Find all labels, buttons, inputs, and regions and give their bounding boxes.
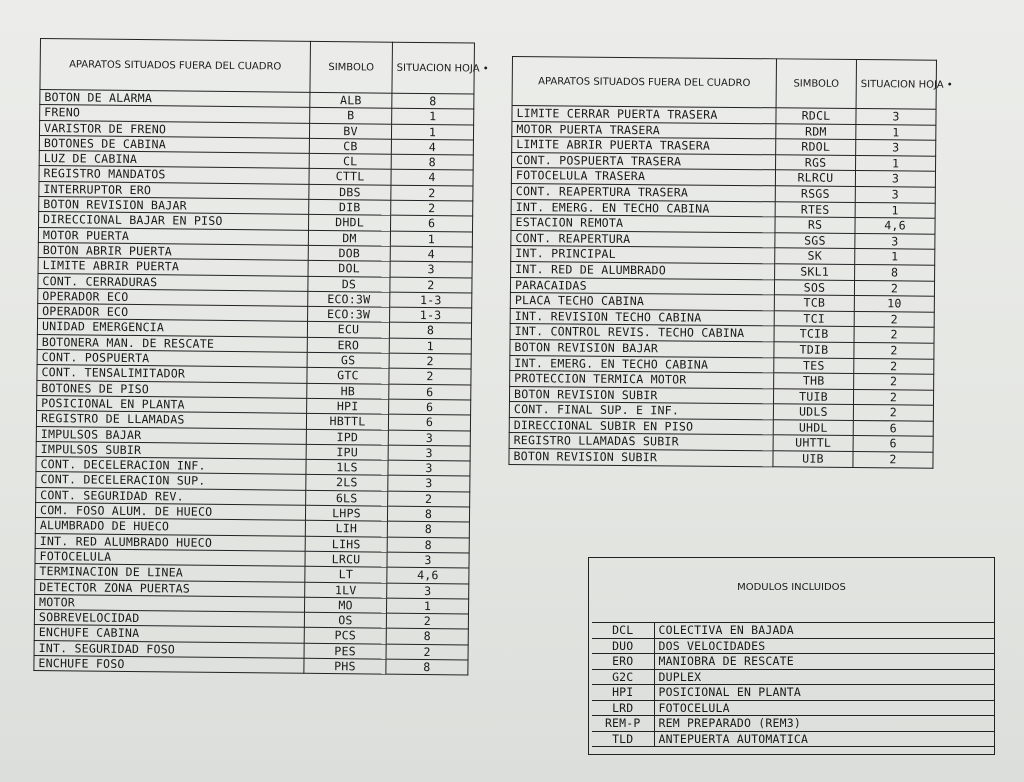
- device-name-cell: MOTOR PUERTA: [38, 227, 308, 245]
- device-name-cell: CONT. DECELERACION SUP.: [36, 472, 306, 490]
- device-name-cell: FOTOCELULA TRASERA: [511, 168, 775, 186]
- module-row: [592, 700, 994, 716]
- device-name-cell: BOTONERA MAN. DE RESCATE: [37, 334, 307, 352]
- sheet-cell: 1: [391, 124, 473, 140]
- module-desc-cell: REM PREPARADO (REM3): [654, 716, 994, 732]
- symbol-cell: ECU: [307, 322, 389, 338]
- table-body: [509, 106, 936, 468]
- symbol-cell: UIB: [773, 451, 853, 467]
- header-sheet: SITUACION HOJA •: [856, 60, 936, 110]
- symbol-cell: DM: [308, 230, 390, 246]
- symbol-cell: ECO:3W: [308, 291, 390, 307]
- device-name-cell: CONT. REAPERTURA TRASERA: [511, 183, 775, 201]
- device-name-cell: LIMITE CERRAR PUERTA TRASERA: [512, 106, 776, 124]
- table-header-row: [40, 39, 475, 95]
- sheet-cell: 4,6: [387, 567, 469, 583]
- device-name-cell: ESTACION REMOTA: [511, 215, 775, 233]
- sheet-cell: 2: [390, 277, 472, 293]
- sheet-cell: 8: [389, 323, 471, 339]
- sheet-cell: 6: [853, 436, 933, 452]
- sheet-cell: 6: [389, 384, 471, 400]
- device-name-cell: SOBREVELOCIDAD: [34, 610, 304, 628]
- module-code-cell: REM-P: [592, 716, 654, 732]
- sheet-cell: 8: [386, 659, 468, 675]
- sheet-cell: 8: [386, 629, 468, 645]
- device-name-cell: INT. CONTROL REVIS. TECHO CABINA: [510, 324, 774, 342]
- symbol-cell: RLRCU: [775, 170, 855, 186]
- sheet-cell: 1: [389, 338, 471, 354]
- symbol-cell: RSGS: [775, 186, 855, 202]
- device-name-cell: BOTON REVISION SUBIR: [509, 386, 773, 404]
- symbol-cell: LHPS: [305, 505, 387, 521]
- symbol-cell: TCIB: [774, 326, 854, 342]
- sheet-cell: 2: [853, 452, 933, 468]
- module-desc-cell: COLECTIVA EN BAJADA: [654, 623, 994, 639]
- sheet-cell: 2: [391, 185, 473, 201]
- device-name-cell: CONT. DECELERACION INF.: [36, 457, 306, 475]
- symbol-cell: RS: [775, 217, 855, 233]
- sheet-cell: 2: [854, 374, 934, 390]
- symbol-cell: UHTTL: [773, 435, 853, 451]
- symbol-cell: RGS: [776, 155, 856, 171]
- sheet-cell: 8: [392, 93, 474, 109]
- sheet-cell: 3: [388, 460, 470, 476]
- module-row: [592, 731, 994, 747]
- symbol-cell: IPD: [306, 429, 388, 445]
- header-sheet: SITUACION HOJA •: [392, 42, 475, 94]
- device-name-cell: CONT. TENSALIMITADOR: [37, 365, 307, 383]
- device-name-cell: MOTOR: [35, 594, 305, 612]
- sheet-cell: 3: [855, 171, 935, 187]
- device-name-cell: CONT. POSPUERTA TRASERA: [512, 152, 776, 170]
- device-name-cell: IMPULSOS SUBIR: [36, 441, 306, 459]
- sheet-cell: 8: [387, 537, 469, 553]
- device-name-cell: REGISTRO MANDATOS: [39, 166, 309, 184]
- header-symbol: SIMBOLO: [776, 59, 856, 109]
- device-name-cell: PLACA TECHO CABINA: [510, 293, 774, 311]
- sheet-cell: 8: [387, 521, 469, 537]
- sheet-cell: 2: [389, 353, 471, 369]
- sheet-cell: 4,6: [855, 218, 935, 234]
- sheet-cell: 2: [854, 327, 934, 343]
- device-name-cell: LIMITE ABRIR PUERTA: [38, 258, 308, 276]
- device-name-cell: INT. EMERG. EN TECHO CABINA: [511, 199, 775, 217]
- modules-title: MODULOS INCLUIDOS: [737, 582, 846, 593]
- sheet-cell: 1: [855, 249, 935, 265]
- modules-box: [588, 557, 995, 755]
- symbol-cell: TUIB: [773, 388, 853, 404]
- module-desc-cell: ANTEPUERTA AUTOMATICA: [654, 731, 994, 747]
- symbol-cell: PHS: [304, 658, 386, 674]
- sheet-cell: 2: [854, 358, 934, 374]
- sheet-cell: 3: [855, 186, 935, 202]
- sheet-cell: 2: [854, 342, 934, 358]
- device-name-cell: MOTOR PUERTA TRASERA: [512, 121, 776, 139]
- symbol-cell: SK: [775, 248, 855, 264]
- symbol-cell: HB: [307, 383, 389, 399]
- module-row: [592, 685, 994, 701]
- device-name-cell: FOTOCELULA: [35, 548, 305, 566]
- sheet-cell: 3: [387, 552, 469, 568]
- symbol-cell: IPU: [306, 444, 388, 460]
- device-name-cell: INT. RED ALUMBRADO HUECO: [35, 533, 305, 551]
- symbol-cell: RTES: [775, 201, 855, 217]
- device-name-cell: CONT. FINAL SUP. E INF.: [509, 402, 773, 420]
- module-row: [592, 638, 994, 654]
- devices-table-left: [33, 38, 489, 676]
- sheet-cell: 1: [386, 598, 468, 614]
- symbol-cell: DHDL: [309, 215, 391, 231]
- device-name-cell: FRENO: [40, 105, 310, 123]
- sheet-cell: 2: [386, 613, 468, 629]
- symbol-cell: SOS: [774, 279, 854, 295]
- symbol-cell: HBTTL: [306, 414, 388, 430]
- symbol-cell: PCS: [304, 628, 386, 644]
- sheet-cell: 3: [856, 109, 936, 125]
- symbol-cell: 1LS: [306, 459, 388, 475]
- module-desc-cell: MANIOBRA DE RESCATE: [654, 654, 994, 670]
- device-name-cell: ENCHUFE FOSO: [34, 655, 304, 673]
- symbol-cell: PES: [304, 643, 386, 659]
- symbol-cell: DS: [308, 276, 390, 292]
- sheet-cell: 3: [388, 445, 470, 461]
- module-desc-cell: DUPLEX: [654, 669, 994, 685]
- module-row: [592, 623, 994, 639]
- sheet-cell: 3: [388, 476, 470, 492]
- device-name-cell: OPERADOR ECO: [38, 288, 308, 306]
- device-name-cell: INT. EMERG. EN TECHO CABINA: [510, 355, 774, 373]
- sheet-cell: 8: [387, 506, 469, 522]
- symbol-cell: BV: [309, 123, 391, 139]
- device-name-cell: CONT. REAPERTURA: [511, 230, 775, 248]
- symbol-cell: LT: [305, 567, 387, 583]
- device-name-cell: PARACAIDAS: [510, 277, 774, 295]
- device-name-cell: ENCHUFE CABINA: [34, 625, 304, 643]
- module-code-cell: ERO: [592, 654, 654, 670]
- device-name-cell: BOTONES DE PISO: [37, 380, 307, 398]
- symbol-cell: DIB: [309, 199, 391, 215]
- table-header-row: [512, 57, 936, 110]
- module-desc-cell: FOTOCELULA: [654, 700, 994, 716]
- sheet-cell: 6: [853, 420, 933, 436]
- device-name-cell: OPERADOR ECO: [38, 304, 308, 322]
- symbol-cell: DBS: [309, 184, 391, 200]
- sheet-cell: 10: [854, 296, 934, 312]
- device-name-cell: DIRECCIONAL BAJAR EN PISO: [39, 212, 309, 230]
- module-desc-cell: POSICIONAL EN PLANTA: [654, 685, 994, 701]
- sheet-cell: 3: [390, 261, 472, 277]
- module-code-cell: LRD: [592, 700, 654, 716]
- device-name-cell: IMPULSOS BAJAR: [36, 426, 306, 444]
- symbol-cell: MO: [304, 597, 386, 613]
- device-name-cell: BOTON REVISION BAJAR: [39, 197, 309, 215]
- symbol-cell: ALB: [310, 92, 392, 108]
- symbol-cell: 1LV: [305, 582, 387, 598]
- module-code-cell: DCL: [592, 623, 654, 639]
- sheet-cell: 1: [392, 108, 474, 124]
- device-name-cell: PROTECCION TERMICA MOTOR: [510, 371, 774, 389]
- symbol-cell: TCI: [774, 311, 854, 327]
- header-symbol: SIMBOLO: [310, 41, 393, 93]
- device-name-cell: LUZ DE CABINA: [39, 151, 309, 169]
- device-name-cell: UNIDAD EMERGENCIA: [37, 319, 307, 337]
- module-row: [592, 669, 994, 685]
- table-body: [34, 90, 474, 676]
- device-name-cell: CONT. CERRADURAS: [38, 273, 308, 291]
- symbol-cell: CL: [309, 154, 391, 170]
- modules-body: [592, 623, 994, 747]
- sheet-cell: 2: [854, 311, 934, 327]
- symbol-cell: OS: [304, 612, 386, 628]
- symbol-cell: TCB: [774, 295, 854, 311]
- symbol-cell: TDIB: [774, 342, 854, 358]
- sheet-cell: 2: [389, 369, 471, 385]
- table-row: [34, 655, 468, 675]
- symbol-cell: UDLS: [773, 404, 853, 420]
- module-code-cell: TLD: [592, 731, 654, 747]
- symbol-cell: ECO:3W: [308, 306, 390, 322]
- device-name-cell: CONT. POSPUERTA: [37, 350, 307, 368]
- device-name-cell: INTERRUPTOR ERO: [39, 181, 309, 199]
- device-name-cell: INT. RED DE ALUMBRADO: [511, 261, 775, 279]
- symbol-cell: LIH: [305, 521, 387, 537]
- symbol-cell: TES: [774, 357, 854, 373]
- symbol-cell: LRCU: [305, 551, 387, 567]
- device-name-cell: BOTON REVISION BAJAR: [510, 339, 774, 357]
- device-name-cell: DETECTOR ZONA PUERTAS: [35, 579, 305, 597]
- sheet-cell: 1: [856, 155, 936, 171]
- module-row: [592, 654, 994, 670]
- symbol-cell: UHDL: [773, 420, 853, 436]
- device-name-cell: VARISTOR DE FRENO: [39, 120, 309, 138]
- module-row: [592, 716, 994, 732]
- sheet-cell: 6: [388, 414, 470, 430]
- symbol-cell: RDOL: [776, 139, 856, 155]
- symbol-cell: B: [310, 108, 392, 124]
- sheet-cell: 1: [856, 124, 936, 140]
- sheet-cell: 8: [391, 154, 473, 170]
- module-code-cell: HPI: [592, 685, 654, 701]
- table-row: [509, 449, 933, 468]
- symbol-cell: DOB: [308, 245, 390, 261]
- sheet-cell: 3: [387, 583, 469, 599]
- sheet-cell: 6: [390, 216, 472, 232]
- header-name: APARATOS SITUADOS FUERA DEL CUADRO: [40, 39, 311, 93]
- sheet-cell: 2: [386, 644, 468, 660]
- symbol-cell: SGS: [775, 233, 855, 249]
- symbol-cell: HPI: [307, 398, 389, 414]
- modules-table: [592, 622, 994, 747]
- sheet-cell: 2: [391, 200, 473, 216]
- device-name-cell: CONT. SEGURIDAD REV.: [36, 487, 306, 505]
- sheet-cell: 3: [856, 140, 936, 156]
- symbol-cell: RDCL: [776, 108, 856, 124]
- sheet-cell: 4: [391, 139, 473, 155]
- sheet-cell: 1-3: [390, 307, 472, 323]
- device-name-cell: BOTON DE ALARMA: [40, 90, 310, 108]
- symbol-cell: 2LS: [306, 475, 388, 491]
- symbol-cell: THB: [774, 373, 854, 389]
- symbol-cell: GTC: [307, 368, 389, 384]
- device-name-cell: REGISTRO DE LLAMADAS: [36, 411, 306, 429]
- symbol-cell: CB: [309, 138, 391, 154]
- sheet-cell: 8: [855, 264, 935, 280]
- module-code-cell: DUO: [592, 638, 654, 654]
- symbol-cell: CTTL: [309, 169, 391, 185]
- device-name-cell: POSICIONAL EN PLANTA: [37, 395, 307, 413]
- sheet-cell: 2: [854, 280, 934, 296]
- device-name-cell: DIRECCIONAL SUBIR EN PISO: [509, 417, 773, 435]
- device-name-cell: BOTON REVISION SUBIR: [509, 449, 773, 467]
- module-desc-cell: DOS VELOCIDADES: [654, 638, 994, 654]
- sheet-cell: 1: [855, 202, 935, 218]
- device-name-cell: ALUMBRADO DE HUECO: [35, 518, 305, 536]
- device-name-cell: BOTONES DE CABINA: [39, 135, 309, 153]
- sheet-cell: 2: [853, 405, 933, 421]
- devices-table-right: [508, 56, 953, 468]
- symbol-cell: GS: [307, 352, 389, 368]
- symbol-cell: DOL: [308, 261, 390, 277]
- sheet-cell: 2: [388, 491, 470, 507]
- device-name-cell: INT. SEGURIDAD FOSO: [34, 640, 304, 658]
- symbol-cell: 6LS: [306, 490, 388, 506]
- sheet-cell: 1: [390, 231, 472, 247]
- symbol-cell: SKL1: [775, 264, 855, 280]
- symbol-cell: ERO: [307, 337, 389, 353]
- header-name: APARATOS SITUADOS FUERA DEL CUADRO: [512, 57, 776, 108]
- symbol-cell: RDM: [776, 123, 856, 139]
- device-name-cell: BOTON ABRIR PUERTA: [38, 242, 308, 260]
- sheet-cell: 2: [853, 389, 933, 405]
- sheet-cell: 3: [388, 430, 470, 446]
- symbol-cell: LIHS: [305, 536, 387, 552]
- sheet-cell: 6: [389, 399, 471, 415]
- sheet-cell: 4: [390, 246, 472, 262]
- device-name-cell: INT. REVISION TECHO CABINA: [510, 308, 774, 326]
- device-name-cell: REGISTRO LLAMADAS SUBIR: [509, 433, 773, 451]
- device-name-cell: LIMITE ABRIR PUERTA TRASERA: [512, 137, 776, 155]
- sheet-cell: 3: [855, 233, 935, 249]
- sheet-cell: 4: [391, 170, 473, 186]
- device-name-cell: TERMINACION DE LINEA: [35, 564, 305, 582]
- device-name-cell: COM. FOSO ALUM. DE HUECO: [35, 502, 305, 520]
- sheet-cell: 1-3: [390, 292, 472, 308]
- module-code-cell: G2C: [592, 669, 654, 685]
- device-name-cell: INT. PRINCIPAL: [511, 246, 775, 264]
